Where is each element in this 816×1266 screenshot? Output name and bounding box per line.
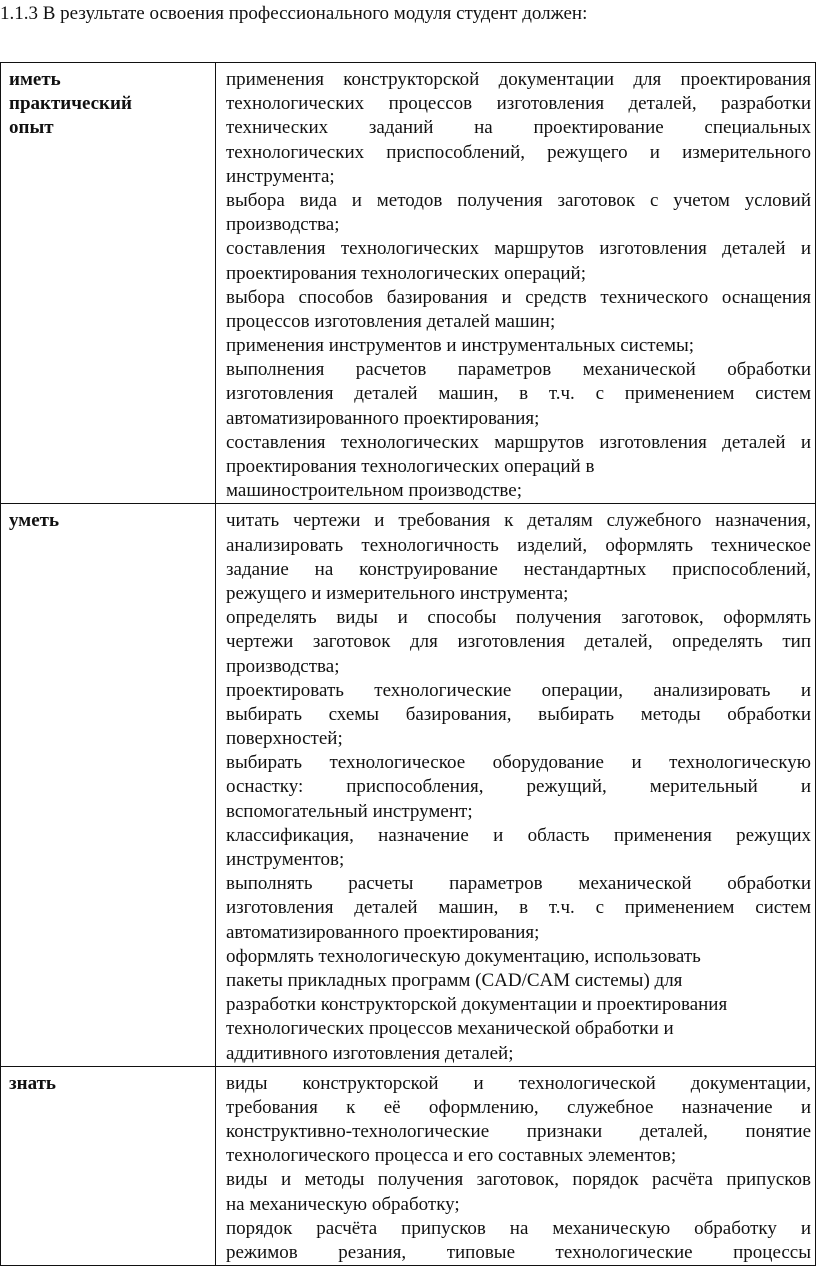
content-line: на механическую обработку; <box>226 1193 460 1215</box>
content-line: конструктивно-технологические признаки деталей, понятие <box>226 1121 811 1143</box>
content-line: применения инструментов и инструментальных системы; <box>226 335 695 357</box>
row-label-knowledge <box>1 1066 216 1266</box>
content-line: оснастку: приспособления, режущий, мерительный и <box>226 776 811 798</box>
content-line: аддитивного изготовления деталей; <box>226 1042 514 1064</box>
row-content-experience <box>216 63 816 504</box>
table-row-knowledge <box>1 1066 816 1266</box>
content-line: определять виды и способы получения заготовок, оформлять <box>226 607 811 629</box>
content-line: задание на конструирование нестандартных приспособлений, <box>226 558 811 580</box>
content-line: оформлять технологическую документацию, использовать <box>226 945 701 967</box>
content-line: пакеты прикладных программ (CAD/CAM системы) для <box>226 969 683 991</box>
section-heading: 1.1.3 В результате освоения профессионального модуля студент должен: <box>0 3 588 24</box>
content-line: автоматизированного проектирования; <box>226 407 540 429</box>
content-line: выбирать технологическое оборудование и технологическую <box>226 752 811 774</box>
content-line: читать чертежи и требования к деталям служебного назначения, <box>226 510 811 532</box>
content-line: инструментов; <box>226 849 345 870</box>
content-line: виды и методы получения заготовок, порядок расчёта припусков <box>226 1169 811 1191</box>
row-label-line: знать <box>9 1072 56 1094</box>
content-line: изготовления деталей машин, в т.ч. с применением систем <box>226 897 811 919</box>
content-line: технологических процессов механической обработки и <box>226 1018 674 1040</box>
table-row-skills <box>1 504 816 1066</box>
content-line: виды конструкторской и технологической документации, <box>226 1072 811 1094</box>
content-line: составления технологических маршрутов изготовления деталей и <box>226 431 811 453</box>
content-line: составления технологических маршрутов изготовления деталей и <box>226 238 811 260</box>
content-line: вспомогательный инструмент; <box>226 800 473 822</box>
row-content-skills <box>216 504 816 1066</box>
content-line: выбора вида и методов получения заготовок с учетом условий <box>226 189 811 211</box>
content-line: изготовления деталей машин, в т.ч. с применением систем <box>226 383 811 405</box>
content-line: выполнять расчеты параметров механической обработки <box>226 873 811 895</box>
content-line: автоматизированного проектирования; <box>226 921 540 943</box>
row-label-line: опыт <box>9 117 54 139</box>
row-label-line: уметь <box>9 510 60 532</box>
row-content-knowledge <box>216 1066 816 1266</box>
content-line: процессов изготовления деталей машин; <box>226 310 556 332</box>
row-label-skills <box>1 504 216 1066</box>
content-line: чертежи заготовок для изготовления деталей, определять тип <box>226 631 811 653</box>
content-line: технологических процессов изготовления деталей, разработки <box>226 93 811 115</box>
content-line: режимов резания, типовые технологические процессы <box>226 1242 811 1263</box>
content-line: режущего и измерительного инструмента; <box>226 582 569 604</box>
content-line: проектировать технологические операции, анализировать и <box>226 679 811 701</box>
content-line: анализировать технологичность изделий, оформлять техническое <box>226 534 811 556</box>
content-line: выполнения расчетов параметров механической обработки <box>226 359 811 381</box>
content-line: производства; <box>226 655 340 677</box>
content-line: классификация, назначение и область применения режущих <box>226 824 811 846</box>
table-row-experience <box>1 63 816 504</box>
content-line: машиностроительном производстве; <box>226 480 522 502</box>
content-line: технологических приспособлений, режущего и измерительного <box>226 141 811 163</box>
content-line: разработки конструкторской документации и проектирования <box>226 994 728 1016</box>
content-line: технических заданий на проектирование специальных <box>226 117 811 139</box>
row-label-experience <box>1 63 216 504</box>
content-line: применения конструкторской документации для проектирования <box>226 69 811 90</box>
content-line: выбирать схемы базирования, выбирать методы обработки <box>226 703 811 725</box>
content-line: инструмента; <box>226 165 335 187</box>
row-label-line: иметь <box>9 69 61 90</box>
content-line: производства; <box>226 214 340 236</box>
content-line: порядок расчёта припусков на механическую обработку и <box>226 1217 811 1239</box>
content-line: выбора способов базирования и средств технического оснащения <box>226 286 811 308</box>
row-label-line: практический <box>9 93 132 115</box>
content-line: поверхностей; <box>226 728 343 750</box>
content-line: требования к её оформлению, служебное назначение и <box>226 1096 811 1118</box>
content-line: проектирования технологических операций; <box>226 262 586 284</box>
content-line: технологического процесса и его составных элементов; <box>226 1145 677 1167</box>
content-line: проектирования технологических операций в <box>226 456 595 477</box>
competency-table <box>0 62 816 1266</box>
